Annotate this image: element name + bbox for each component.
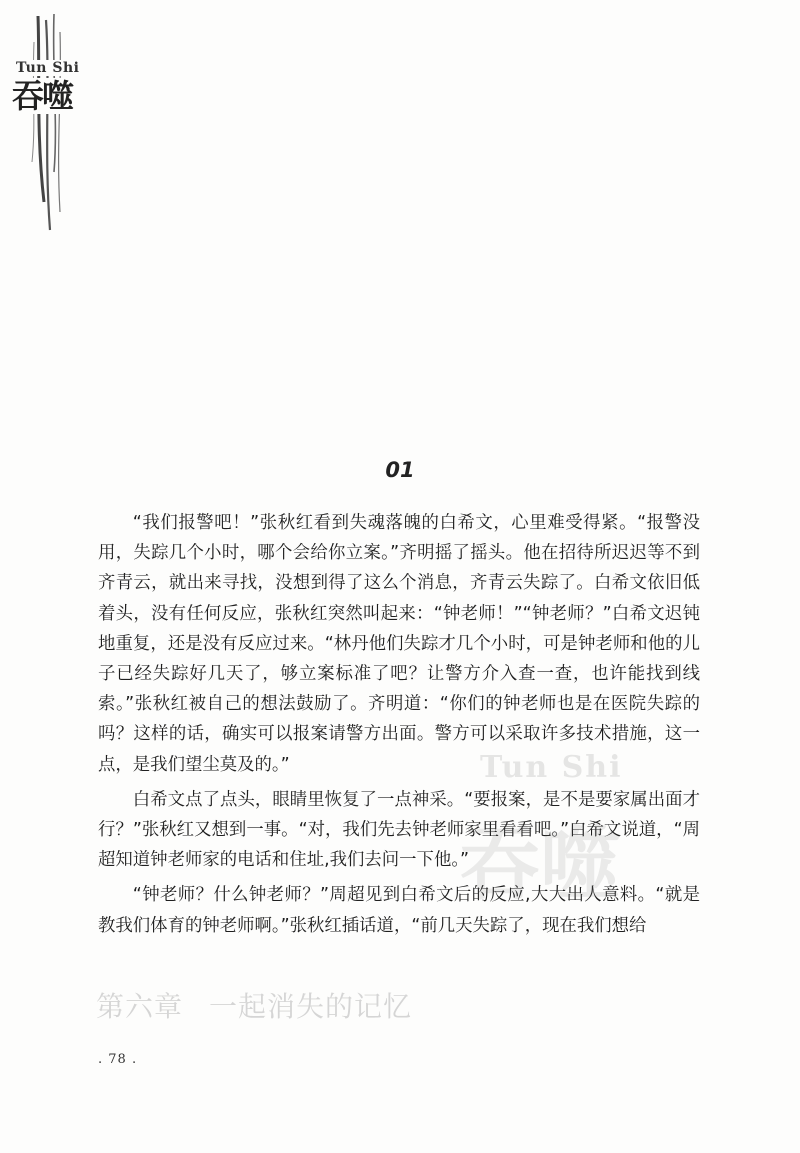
brush-stroke <box>46 20 50 230</box>
running-title <box>96 985 412 1025</box>
watermark-latin: Tun Shi <box>480 750 623 785</box>
paragraph: “钟老师？什么钟老师？”周超见到白希文后的反应,大大出人意料。“就是教我们体育的钟老师啊。”张秋红插话道，“前几天失踪了，现在我们想给 <box>98 885 700 936</box>
chapter-title: 一起消失的记忆 <box>209 990 413 1023</box>
watermark-chinese: 吞噬 <box>460 818 620 911</box>
body-text <box>98 508 700 946</box>
page-number: . 78 . <box>98 1052 138 1067</box>
paragraph: 白希文点了点头，眼睛里恢复了一点神采。“要报案，是不是要家属出面才行？”张秋红又想到一事。“对，我们先去钟老师家里看看吧。”白希文说道，“周超知道钟老师家的电话和住址,我们去问一下他。” <box>98 789 700 871</box>
logo-chinese-text: 吞噬 <box>12 77 73 115</box>
brush-stroke <box>59 32 61 212</box>
logo-latin-text: Tun Shi <box>16 60 80 76</box>
section-number: 01 <box>385 458 415 482</box>
paragraph: “我们报警吧！”张秋红看到失魂落魄的白希文，心里难受得紧。“报警没用，失踪几个小时，哪个会给你立案。”齐明摇了摇头。他在招待所迟迟等不到齐青云，就出来寻找，没想到得了这么个消息，齐青云失踪了。白希文依旧低着头，没有任何反应，张秋红突然叫起来：“钟老师！”“钟老师？”白希文迟钝地重复，还是没有反应过来。“林丹他们失踪才几个小时，可是钟老师和他的儿子已经失踪好几天了，够立案标准了吧？让警方介入查一查，也许能找到线索。”张秋红被自己的想法鼓励了。齐明道：“你们的钟老师也是在医院失踪的吗？这样的话，确实可以报案请警方出面。警方可以采取许多技术措施，这一点，是我们望尘莫及的。” <box>98 513 700 775</box>
chapter-label: 第六章 <box>96 990 184 1023</box>
series-logo <box>10 12 100 242</box>
logo-brush-strokes <box>10 12 100 242</box>
